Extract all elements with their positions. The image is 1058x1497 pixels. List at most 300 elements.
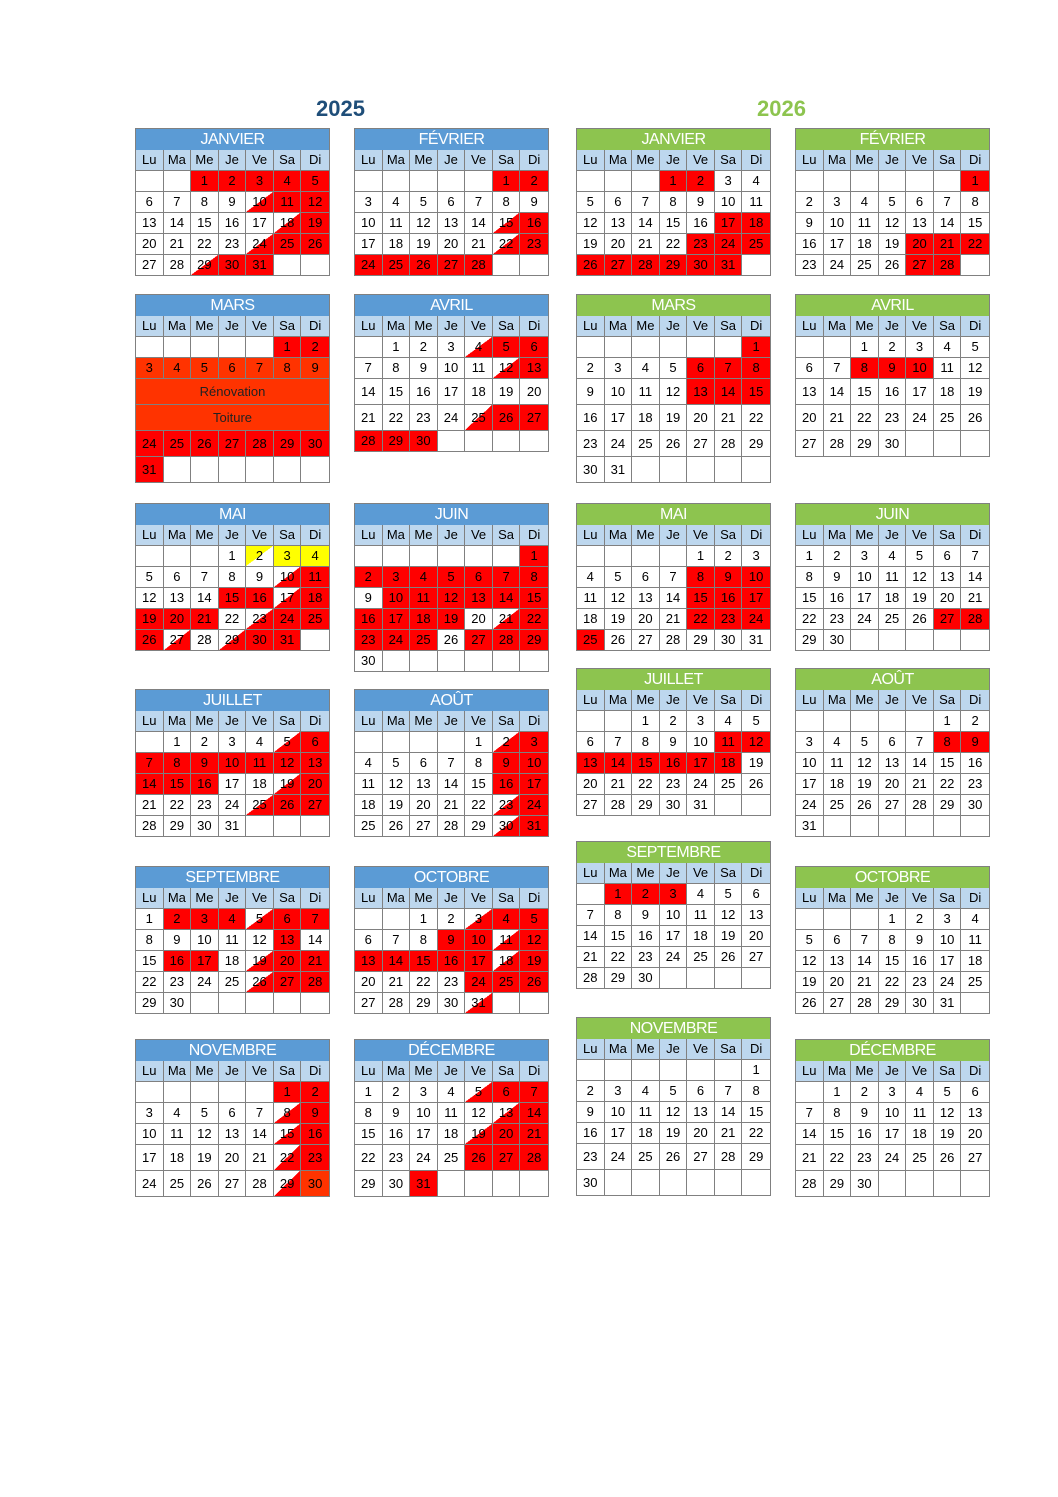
week-row	[577, 358, 770, 379]
weekday-label: Ve	[687, 690, 715, 710]
day-cell: 17	[934, 951, 962, 971]
day-cell: 22	[191, 234, 219, 254]
day-cell: 4	[438, 1082, 466, 1102]
day-cell: 14	[577, 926, 605, 946]
day-cell: 26	[660, 431, 688, 456]
day-cell: 20	[526, 384, 542, 399]
day-cell: 1	[605, 884, 633, 904]
weekday-label: Di	[750, 152, 763, 167]
empty-cell	[355, 171, 383, 191]
empty-cell	[301, 457, 329, 482]
day-cell: 28	[906, 795, 934, 815]
weekday-label: Me	[851, 888, 879, 908]
day-cell: 15	[383, 379, 411, 404]
day-cell: 25	[410, 630, 438, 650]
day-cell: 25	[632, 1144, 660, 1169]
day-cell: 13	[687, 1102, 715, 1122]
day-cell: 13	[274, 930, 302, 950]
day-cell: 20	[967, 1126, 983, 1141]
week-row	[355, 1082, 548, 1103]
day-cell: 23	[687, 234, 715, 254]
weekday-label: Je	[219, 525, 247, 545]
day-cell: 22	[493, 234, 521, 254]
day-cell: 23	[796, 255, 824, 275]
day-cell: 13	[577, 753, 605, 773]
day-cell: 11	[632, 1102, 660, 1122]
day-cell: 23	[577, 431, 605, 456]
weekday-header	[796, 888, 989, 909]
week-row	[355, 909, 548, 930]
day-cell: 27	[274, 972, 302, 992]
day-cell: 31	[219, 816, 247, 836]
weekday-label: Ve	[906, 888, 934, 908]
weekday-label: Ve	[687, 316, 715, 336]
weekday-label: Me	[191, 888, 219, 908]
day-cell: 8	[520, 567, 548, 587]
day-cell: 1	[879, 909, 907, 929]
weekday-label: Je	[219, 888, 247, 908]
empty-cell	[520, 993, 548, 1013]
day-cell: 26	[851, 795, 879, 815]
day-cell: 27	[577, 795, 605, 815]
day-cell: 19	[274, 774, 302, 794]
empty-cell	[438, 1171, 466, 1196]
day-cell: 6	[274, 909, 302, 929]
week-row	[136, 337, 329, 358]
empty-cell	[164, 171, 192, 191]
empty-cell	[715, 1170, 743, 1195]
day-cell: 30	[824, 630, 852, 650]
day-cell: 14	[660, 588, 688, 608]
empty-cell	[520, 651, 548, 671]
day-cell: 22	[520, 609, 548, 629]
day-cell: 19	[438, 609, 466, 629]
event-band: Rénovation	[136, 379, 329, 405]
week-row	[796, 1145, 989, 1171]
day-cell: 10	[879, 1103, 907, 1123]
empty-cell	[438, 732, 466, 752]
day-cell: 20	[824, 972, 852, 992]
day-cell: 3	[660, 884, 688, 904]
day-cell: 31	[687, 795, 715, 815]
day-cell: 31	[748, 632, 764, 647]
weekday-label: Je	[879, 525, 907, 545]
day-cell: 28	[715, 1144, 743, 1169]
day-cell: 4	[164, 358, 192, 378]
day-cell: 6	[906, 192, 934, 212]
weekday-header	[136, 888, 329, 909]
day-cell: 28	[246, 1171, 274, 1196]
weekday-label: Di	[969, 527, 982, 542]
month-title: AVRIL	[796, 295, 989, 316]
empty-cell	[246, 816, 274, 836]
day-cell: 2	[383, 1082, 411, 1102]
day-cell: 7	[383, 930, 411, 950]
day-cell: 8	[410, 930, 438, 950]
day-cell: 5	[191, 1103, 219, 1123]
day-cell: 1	[934, 711, 962, 731]
day-cell: 20	[136, 234, 164, 254]
day-cell: 23	[577, 1144, 605, 1169]
weekday-header	[577, 150, 770, 171]
day-cell: 31	[934, 993, 962, 1013]
day-cell: 21	[906, 774, 934, 794]
weekday-label: Lu	[796, 690, 824, 710]
empty-cell	[906, 711, 934, 731]
day-cell: 24	[383, 630, 411, 650]
day-cell: 28	[961, 609, 989, 629]
day-cell: 14	[307, 932, 323, 947]
weekday-label: Sa	[934, 888, 962, 908]
day-cell: 12	[660, 1102, 688, 1122]
day-cell: 6	[438, 192, 466, 212]
day-cell: 5	[605, 567, 633, 587]
day-cell: 27	[465, 630, 493, 650]
day-cell: 25	[164, 431, 192, 456]
day-cell: 6	[824, 930, 852, 950]
week-row	[355, 753, 548, 774]
day-cell: 2	[164, 909, 192, 929]
day-cell: 12	[967, 360, 983, 375]
day-cell: 6	[879, 732, 907, 752]
day-cell: 29	[934, 795, 962, 815]
week-row	[796, 951, 989, 972]
week-row	[136, 609, 329, 630]
day-cell: 3	[191, 909, 219, 929]
empty-cell	[851, 630, 879, 650]
day-cell: 8	[465, 753, 493, 773]
day-cell: 28	[493, 630, 521, 650]
day-cell: 4	[632, 1081, 660, 1101]
day-cell: 3	[136, 1103, 164, 1123]
day-cell: 14	[383, 951, 411, 971]
day-cell: 21	[632, 234, 660, 254]
weekday-label: Me	[191, 525, 219, 545]
weekday-header	[355, 316, 548, 337]
day-cell: 19	[796, 972, 824, 992]
day-cell: 26	[438, 630, 466, 650]
weekday-label: Je	[438, 711, 466, 731]
empty-cell	[934, 816, 962, 836]
day-cell: 23	[355, 630, 383, 650]
day-cell: 21	[493, 609, 521, 629]
weekday-label: Me	[632, 863, 660, 883]
empty-cell	[687, 1170, 715, 1195]
empty-cell	[879, 630, 907, 650]
day-cell: 15	[493, 213, 521, 233]
day-cell: 28	[520, 1145, 548, 1170]
day-cell: 19	[301, 213, 329, 233]
day-cell: 29	[632, 795, 660, 815]
day-cell: 29	[274, 431, 302, 456]
day-cell: 7	[301, 909, 329, 929]
weekday-label: Lu	[577, 690, 605, 710]
day-cell: 10	[520, 753, 548, 773]
empty-cell	[632, 1060, 660, 1080]
day-cell: 1	[752, 1062, 760, 1077]
weekday-header	[355, 1061, 548, 1082]
day-cell: 6	[355, 930, 383, 950]
day-cell: 15	[355, 1124, 383, 1144]
weekday-label: Di	[750, 527, 763, 542]
empty-cell	[191, 457, 219, 482]
week-row	[796, 546, 989, 567]
week-row	[577, 1123, 770, 1144]
day-cell: 11	[879, 567, 907, 587]
month-calendar-2026-02	[795, 128, 990, 276]
day-cell: 18	[164, 1145, 192, 1170]
day-cell: 11	[934, 358, 962, 378]
day-cell: 13	[632, 588, 660, 608]
weekday-label: Me	[851, 690, 879, 710]
empty-cell	[438, 651, 466, 671]
weekday-label: Je	[438, 316, 466, 336]
day-cell: 6	[465, 567, 493, 587]
day-cell: 16	[219, 213, 247, 233]
day-cell: 30	[355, 651, 383, 671]
weekday-label: Ma	[824, 1061, 852, 1081]
month-title: NOVEMBRE	[577, 1018, 770, 1039]
weekday-label: Ma	[824, 888, 852, 908]
week-row	[577, 753, 770, 774]
week-row	[355, 1145, 548, 1171]
day-cell: 14	[934, 213, 962, 233]
weekday-label: Lu	[355, 711, 383, 731]
day-cell: 5	[383, 753, 411, 773]
day-cell: 20	[934, 588, 962, 608]
day-cell: 12	[520, 930, 548, 950]
day-cell: 30	[301, 1171, 329, 1196]
day-cell: 23	[879, 405, 907, 430]
day-cell: 24	[879, 1145, 907, 1170]
day-cell: 21	[383, 972, 411, 992]
weekday-label: Sa	[493, 525, 521, 545]
empty-cell	[301, 816, 329, 836]
weekday-label: Sa	[715, 690, 743, 710]
day-cell: 4	[752, 173, 760, 188]
day-cell: 7	[438, 753, 466, 773]
week-row	[796, 993, 989, 1014]
empty-cell	[164, 457, 192, 482]
day-cell: 24	[355, 255, 383, 275]
day-cell: 10	[410, 1103, 438, 1123]
day-cell: 5	[752, 713, 760, 728]
week-row	[355, 993, 548, 1014]
day-cell: 30	[410, 431, 438, 451]
weekday-label: Ve	[906, 690, 934, 710]
week-row	[796, 171, 989, 192]
day-cell: 29	[851, 431, 879, 456]
day-cell: 20	[687, 1123, 715, 1143]
week-row	[136, 1145, 329, 1171]
day-cell: 10	[796, 753, 824, 773]
day-cell: 22	[632, 774, 660, 794]
day-cell: 30	[577, 1170, 605, 1195]
day-cell: 9	[493, 753, 521, 773]
weekday-label: Ve	[465, 150, 493, 170]
day-cell: 28	[191, 630, 219, 650]
day-cell: 15	[967, 215, 983, 230]
day-cell: 21	[967, 590, 983, 605]
day-cell: 1	[136, 909, 164, 929]
day-cell: 12	[136, 588, 164, 608]
day-cell: 9	[438, 930, 466, 950]
month-calendar-2025-09	[135, 866, 330, 1014]
day-cell: 5	[660, 358, 688, 378]
day-cell: 7	[824, 358, 852, 378]
weekday-label: Di	[528, 1063, 541, 1078]
empty-cell	[687, 1060, 715, 1080]
empty-cell	[520, 255, 548, 275]
weekday-label: Je	[660, 316, 688, 336]
day-cell: 11	[465, 358, 493, 378]
day-cell: 18	[851, 234, 879, 254]
day-cell: 6	[410, 753, 438, 773]
day-cell: 1	[191, 171, 219, 191]
weekday-label: Me	[410, 711, 438, 731]
week-row	[355, 651, 548, 672]
week-row	[796, 909, 989, 930]
weekday-label: Me	[632, 150, 660, 170]
day-cell: 9	[383, 1103, 411, 1123]
empty-cell	[660, 1060, 688, 1080]
empty-cell	[660, 546, 688, 566]
week-row	[577, 968, 770, 989]
week-row	[796, 213, 989, 234]
week-row	[796, 234, 989, 255]
day-cell: 22	[465, 795, 493, 815]
day-cell: 9	[851, 1103, 879, 1123]
weekday-label: Ma	[164, 888, 192, 908]
day-cell: 9	[906, 930, 934, 950]
day-cell: 4	[934, 337, 962, 357]
day-cell: 27	[687, 431, 715, 456]
week-row	[136, 255, 329, 276]
week-row	[796, 930, 989, 951]
day-cell: 22	[383, 405, 411, 430]
weekday-label: Ma	[605, 316, 633, 336]
day-cell: 14	[715, 1102, 743, 1122]
empty-cell	[438, 171, 466, 191]
day-cell: 18	[824, 774, 852, 794]
empty-cell	[219, 1082, 247, 1102]
day-cell: 30	[967, 797, 983, 812]
week-row	[796, 431, 989, 457]
day-cell: 19	[748, 755, 764, 770]
empty-cell	[715, 337, 743, 357]
day-cell: 23	[383, 1145, 411, 1170]
month-title: OCTOBRE	[355, 867, 548, 888]
week-row	[355, 1171, 548, 1197]
weekday-label: Lu	[136, 1061, 164, 1081]
day-cell: 23	[246, 609, 274, 629]
empty-cell	[438, 431, 466, 451]
day-cell: 7	[465, 192, 493, 212]
day-cell: 3	[355, 192, 383, 212]
weekday-label: Me	[410, 316, 438, 336]
day-cell: 24	[605, 1144, 633, 1169]
day-cell: 3	[851, 546, 879, 566]
day-cell: 10	[934, 930, 962, 950]
empty-cell	[687, 337, 715, 357]
day-cell: 15	[660, 213, 688, 233]
weekday-label: Sa	[274, 150, 302, 170]
day-cell: 20	[687, 405, 715, 430]
day-cell: 10	[742, 567, 770, 587]
day-cell: 18	[410, 609, 438, 629]
day-cell: 5	[274, 732, 302, 752]
day-cell: 28	[246, 431, 274, 456]
day-cell: 3	[605, 1081, 633, 1101]
day-cell: 12	[301, 192, 329, 212]
day-cell: 18	[355, 795, 383, 815]
empty-cell	[136, 546, 164, 566]
month-title: AOÛT	[355, 690, 548, 711]
week-row	[577, 588, 770, 609]
day-cell: 31	[246, 255, 274, 275]
day-cell: 28	[136, 816, 164, 836]
weekday-label: Sa	[493, 711, 521, 731]
empty-cell	[246, 1082, 274, 1102]
day-cell: 8	[355, 1103, 383, 1123]
day-cell: 8	[796, 567, 824, 587]
day-cell: 1	[465, 732, 493, 752]
weekday-label: Je	[219, 316, 247, 336]
day-cell: 30	[879, 431, 907, 456]
day-cell: 29	[605, 968, 633, 988]
day-cell: 14	[493, 588, 521, 608]
week-row	[796, 192, 989, 213]
weekday-label: Je	[660, 690, 688, 710]
weekday-label: Sa	[493, 888, 521, 908]
empty-cell	[961, 1171, 989, 1196]
day-cell: 20	[274, 951, 302, 971]
day-cell: 1	[410, 909, 438, 929]
day-cell: 22	[851, 405, 879, 430]
day-cell: 19	[660, 1123, 688, 1143]
empty-cell	[274, 255, 302, 275]
day-cell: 1	[961, 171, 989, 191]
weekday-label: Sa	[493, 150, 521, 170]
day-cell: 10	[274, 567, 302, 587]
day-cell: 3	[520, 732, 548, 752]
day-cell: 15	[410, 951, 438, 971]
day-cell: 3	[824, 192, 852, 212]
day-cell: 29	[355, 1171, 383, 1196]
empty-cell	[605, 337, 633, 357]
empty-cell	[520, 1171, 548, 1196]
week-row	[796, 337, 989, 358]
weekday-label: Lu	[796, 1061, 824, 1081]
day-cell: 8	[493, 192, 521, 212]
day-cell: 14	[246, 1124, 274, 1144]
day-cell: 17	[687, 753, 715, 773]
week-row	[577, 405, 770, 431]
month-title: SEPTEMBRE	[136, 867, 329, 888]
day-cell: 29	[136, 993, 164, 1013]
day-cell: 22	[660, 234, 688, 254]
day-cell: 25	[219, 972, 247, 992]
week-row	[136, 567, 329, 588]
day-cell: 22	[796, 609, 824, 629]
day-cell: 15	[824, 1124, 852, 1144]
empty-cell	[961, 993, 989, 1013]
day-cell: 2	[971, 713, 979, 728]
day-cell: 23	[301, 1145, 329, 1170]
weekday-label: Lu	[136, 316, 164, 336]
day-cell: 7	[796, 1103, 824, 1123]
weekday-label: Di	[750, 865, 763, 880]
